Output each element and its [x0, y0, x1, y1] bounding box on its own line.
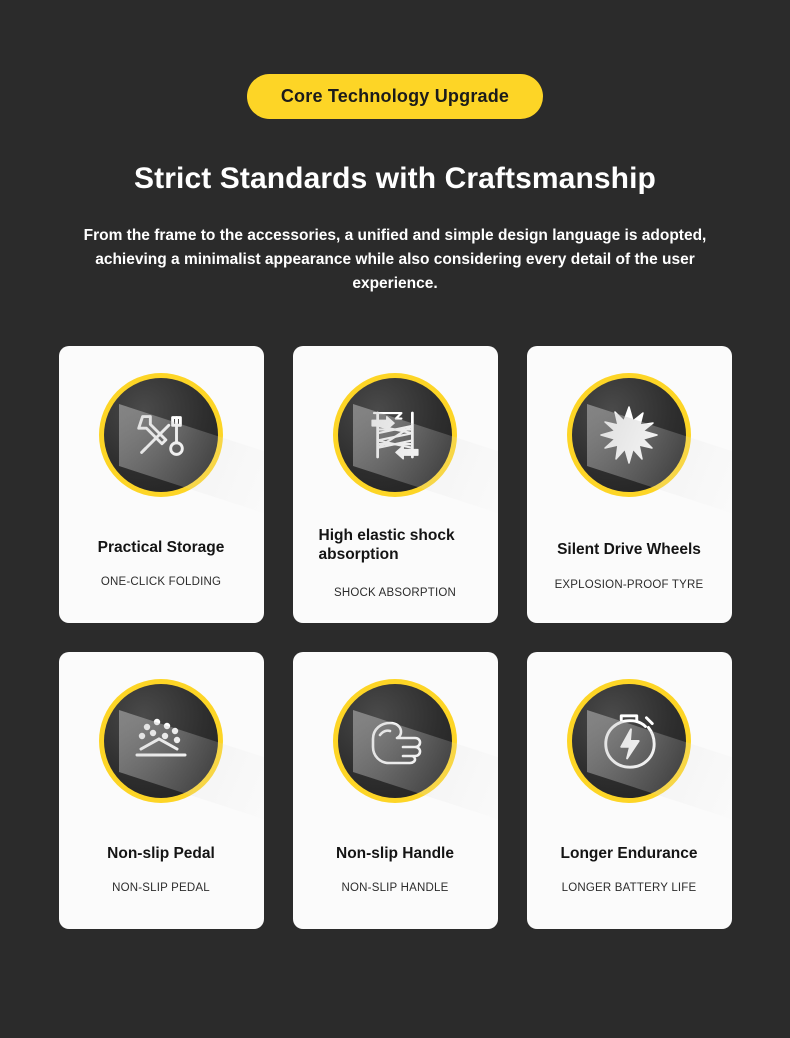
- feature-subtitle: ONE-CLICK FOLDING: [100, 576, 222, 589]
- feature-subtitle: NON-SLIP HANDLE: [341, 882, 449, 895]
- feature-subtitle: NON-SLIP PEDAL: [112, 882, 210, 895]
- tools-icon: [104, 378, 218, 492]
- feature-subtitle: LONGER BATTERY LIFE: [561, 882, 697, 895]
- feature-title: Longer Endurance: [560, 845, 698, 863]
- feature-card: [59, 652, 264, 929]
- feature-card: [293, 652, 498, 929]
- badge-row: [0, 0, 790, 119]
- feature-card: [59, 346, 264, 623]
- page-subtitle: From the frame to the accessories, a unified and simple design language is adopted, achieving a minimalist appearance while also considering every detail of the user experience.: [83, 227, 707, 293]
- feature-grid: [60, 346, 730, 929]
- icon-wrap: [567, 373, 691, 497]
- icon-wrap: [99, 679, 223, 803]
- feature-title: Silent Drive Wheels: [557, 541, 701, 559]
- non-slip-pedal-icon: [104, 684, 218, 798]
- feature-subtitle: EXPLOSION-PROOF TYRE: [554, 579, 704, 592]
- feature-title: Non-slip Pedal: [107, 845, 215, 863]
- feature-card: [527, 652, 732, 929]
- icon-wrap: [333, 373, 457, 497]
- icon-wrap: [99, 373, 223, 497]
- feature-card: [527, 346, 732, 623]
- battery-clock-icon: [572, 684, 686, 798]
- page-title: Strict Standards with Craftsmanship: [134, 162, 656, 195]
- feature-title: Practical Storage: [97, 539, 225, 557]
- hand-grip-icon: [338, 684, 452, 798]
- core-technology-badge: Core Technology Upgrade: [247, 74, 543, 119]
- feature-card: [293, 346, 498, 623]
- feature-subtitle: SHOCK ABSORPTION: [333, 586, 457, 599]
- icon-wrap: [333, 679, 457, 803]
- shock-absorber-icon: [338, 378, 452, 492]
- icon-wrap: [567, 679, 691, 803]
- burst-tyre-icon: [572, 378, 686, 492]
- feature-title: Non-slip Handle: [336, 845, 454, 863]
- feature-title: High elastic shock absorption: [318, 527, 455, 564]
